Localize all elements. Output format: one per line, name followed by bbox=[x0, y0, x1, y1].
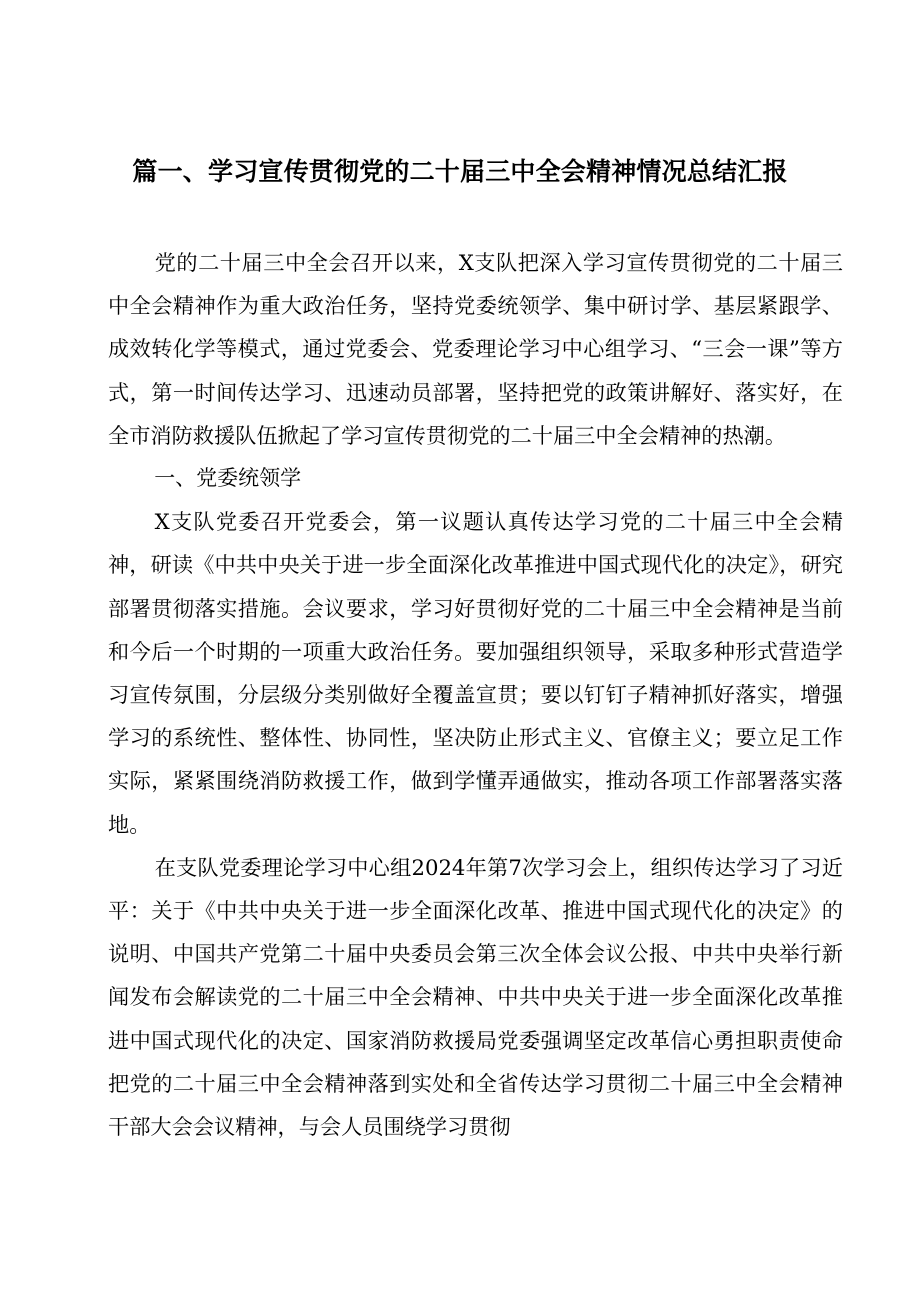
intro-paragraph: 党的二十届三中全会召开以来，X支队把深入学习宣传贯彻党的二十届三中全会精神作为重大政治任务，坚持党委统领学、集中研讨学、基层紧跟学、成效转化学等模式，通过党委会、党委理论学习中心组学习、“三会一课”等方式，第一时间传达学习、迅速动员部署，坚持把党的政策讲解好、落实好，在全市消防救援队伍掀起了学习宣传贯彻党的二十届三中全会精神的热潮。 bbox=[108, 250, 843, 448]
section-paragraph-2: 在支队党委理论学习中心组2024年第7次学习会上，组织传达学习了习近平：关于《中共中央关于进一步全面深化改革、推进中国式现代化的决定》的说明、中国共产党第二十届中央委员会第三次全体会议公报、中共中央举行新闻发布会解读党的二十届三中全会精神、中共中央关于进一步全面深化改革推进中国式现代化的决定、国家消防救援局党委强调坚定改革信心勇担职责使命把党的二十届三中全会精神落到实处和全省传达学习贯彻二十届三中全会精神干部大会会议精神，与会人员围绕学习贯彻 bbox=[108, 854, 843, 1140]
document-body bbox=[108, 241, 843, 1148]
section-paragraph-1: X支队党委召开党委会，第一议题认真传达学习党的二十届三中全会精神，研读《中共中央关于进一步全面深化改革推进中国式现代化的决定》，研究部署贯彻落实措施。会议要求，学习好贯彻好党的二十届三中全会精神是当前和今后一个时期的一项重大政治任务。要加强组织领导，采取多种形式营造学习宣传氛围，分层级分类别做好全覆盖宣贯；要以钉钉子精神抓好落实，增强学习的系统性、整体性、协同性，坚决防止形式主义、官僚主义；要立足工作实际，紧紧围绕消防救援工作，做到学懂弄通做实，推动各项工作部署落实落地。 bbox=[108, 509, 843, 837]
document-title: 篇一、学习宣传贯彻党的二十届三中全会精神情况总结汇报 bbox=[132, 157, 788, 186]
section-heading: 一、党委统领学 bbox=[154, 466, 302, 491]
